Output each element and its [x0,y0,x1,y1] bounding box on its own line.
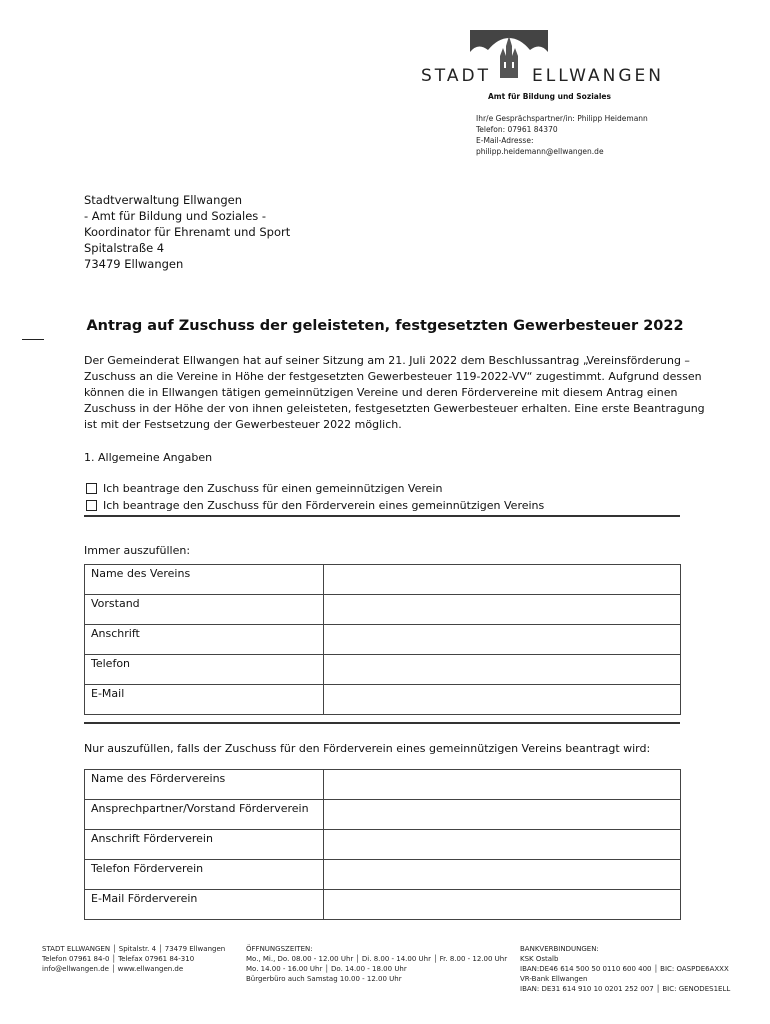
footer-line: Mo. 14.00 - 16.00 Uhr │ Do. 14.00 - 18.00 Uhr [246,965,407,973]
table-row [85,890,681,920]
option-foerderverein[interactable] [86,499,544,512]
option-label: Ich beantrage den Zuschuss für einen gemeinnützigen Verein [103,482,443,495]
contact-phone: Telefon: 07961 84370 [476,125,558,134]
field-label: Vorstand [85,595,324,625]
footer-line: VR-Bank Ellwangen [520,975,588,983]
footer-line: IBAN:DE46 614 500 50 0110 600 400 │ BIC: OASPDE6AXXX [520,965,729,973]
field-label: E-Mail [85,685,324,715]
footer-bank-details [520,944,730,994]
footer-opening-hours [246,944,507,984]
divider [84,515,680,517]
table-row [85,565,681,595]
contact-email[interactable]: philipp.heidemann@ellwangen.de [476,147,604,156]
footer-line: ÖFFNUNGSZEITEN: [246,945,313,953]
address-line: Koordinator für Ehrenamt und Sport [84,225,291,239]
address-line: 73479 Ellwangen [84,257,184,271]
footer-line: Mo., Mi., Do. 08.00 - 12.00 Uhr │ Di. 8.00 - 14.00 Uhr │ Fr. 8.00 - 12.00 Uhr [246,955,508,963]
intro-line: können die in Ellwangen tätigen gemeinnützigen Vereine und deren Fördervereine mit diesem Antrag einen [84,386,678,399]
fold-mark [22,339,44,340]
footer-line: Telefon 07961 84-0 │ Telefax 07961 84-310 [42,955,195,963]
checkbox-icon[interactable] [86,500,97,511]
field-label: Ansprechpartner/Vorstand Förderverein [85,800,324,830]
verein-form-table [84,564,681,715]
footer-line: KSK Ostalb [520,955,559,963]
contact-email-label: E-Mail-Adresse: [476,136,534,145]
footer-address [42,944,225,974]
table-row [85,830,681,860]
field-input[interactable] [324,625,681,655]
field-label: Name des Vereins [85,565,324,595]
table-row [85,800,681,830]
option-label: Ich beantrage den Zuschuss für den Förderverein eines gemeinnützigen Vereins [103,499,545,512]
address-line: Stadtverwaltung Ellwangen [84,193,243,207]
field-label: Anschrift Förderverein [85,830,324,860]
field-input[interactable] [324,685,681,715]
intro-line: ist mit der Festsetzung der Gewerbesteuer 2022 möglich. [84,418,402,431]
intro-line: Der Gemeinderat Ellwangen hat auf seiner Sitzung am 21. Juli 2022 dem Beschlussantrag „Vereinsförderung – [84,354,690,367]
table2-heading: Nur auszufüllen, falls der Zuschuss für den Förderverein eines gemeinnützigen Vereins beantragt wird: [84,742,651,755]
field-label: Telefon [85,655,324,685]
field-input[interactable] [324,565,681,595]
field-label: Name des Fördervereins [85,770,324,800]
contact-person: Ihr/e Gesprächspartner/in: Philipp Heidemann [476,114,648,123]
table-row [85,770,681,800]
foerderverein-form-table [84,769,681,920]
field-input[interactable] [324,860,681,890]
option-verein[interactable] [86,482,442,495]
checkbox-icon[interactable] [86,483,97,494]
field-label: Telefon Förderverein [85,860,324,890]
document-title: Antrag auf Zuschuss der geleisteten, festgesetzten Gewerbesteuer 2022 [86,318,684,334]
field-label: E-Mail Förderverein [85,890,324,920]
field-input[interactable] [324,890,681,920]
footer-line: Bürgerbüro auch Samstag 10.00 - 12.00 Uhr [246,975,402,983]
footer-line: BANKVERBINDUNGEN: [520,945,599,953]
address-line: Spitalstraße 4 [84,241,165,255]
footer-line: info@ellwangen.de │ www.ellwangen.de [42,965,184,973]
section-heading: 1. Allgemeine Angaben [84,451,213,464]
divider [84,722,680,724]
table-row [85,655,681,685]
table-row [85,625,681,655]
table-row [85,860,681,890]
field-label: Anschrift [85,625,324,655]
field-input[interactable] [324,655,681,685]
department-name: Amt für Bildung und Soziales [488,92,611,101]
logo-text-right: ELLWANGEN [532,66,664,86]
field-input[interactable] [324,770,681,800]
intro-line: Zuschuss an die Vereine in Höhe der festgesetzten Gewerbesteuer 119-2022-VV“ zugestimmt. Aufgrund dessen [84,370,702,383]
address-line: - Amt für Bildung und Soziales - [84,209,267,223]
footer-line: STADT ELLWANGEN │ Spitalstr. 4 │ 73479 Ellwangen [42,945,226,953]
field-input[interactable] [324,800,681,830]
table1-heading: Immer auszufüllen: [84,544,191,557]
logo-text-left: STADT [421,66,491,86]
table-row [85,595,681,625]
footer-line: IBAN: DE31 614 910 10 0201 252 007 │ BIC: GENODES1ELL [520,985,731,993]
field-input[interactable] [324,595,681,625]
field-input[interactable] [324,830,681,860]
table-row [85,685,681,715]
intro-line: Zuschuss in der Höhe der von ihnen geleisteten, festgesetzten Gewerbesteuer erhalten. Eine erste Beantragung [84,402,705,415]
